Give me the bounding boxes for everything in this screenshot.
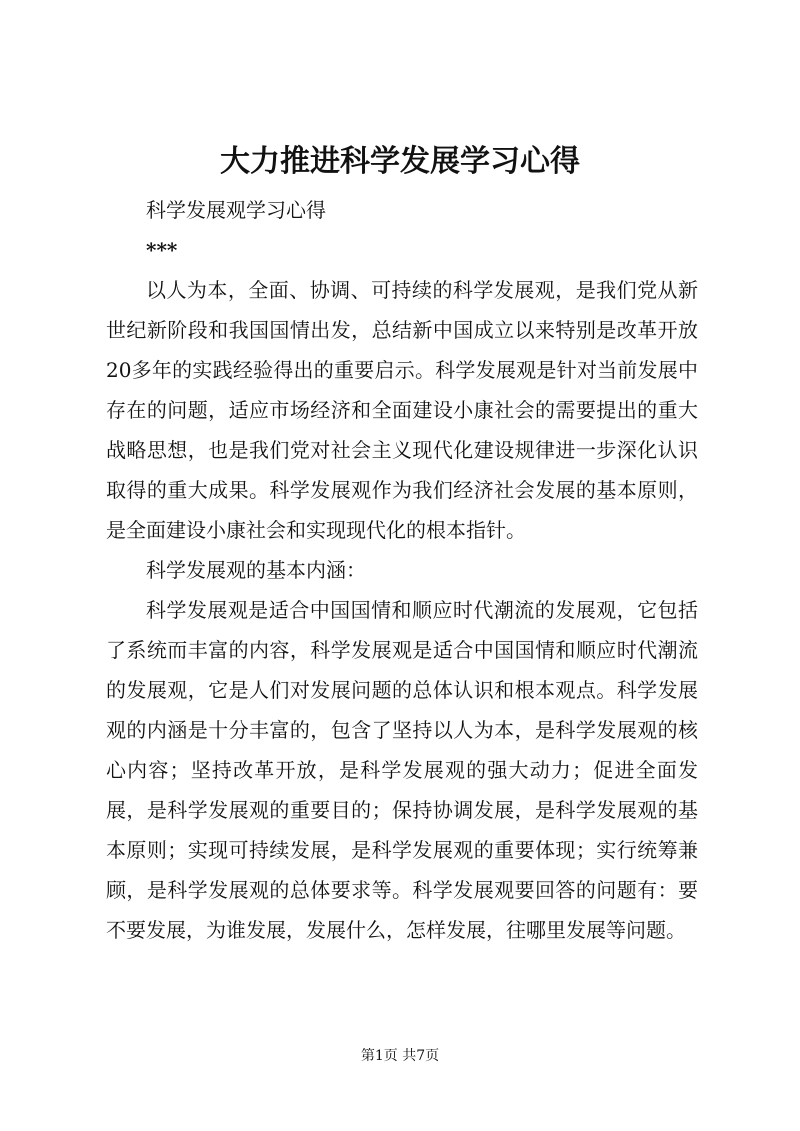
document-title: 大力推进科学发展学习心得 [220, 144, 580, 179]
subtitle: 科学发展观学习心得 [146, 198, 326, 222]
author-mark: *** [146, 238, 178, 262]
page-footer: 第1页 共7页 [360, 1048, 440, 1064]
document-body [106, 190, 698, 950]
paragraph-connotation: 科学发展观是适合中国国情和顺应时代潮流的发展观，它包括了系统而丰富的内容，科学发展观是适合中国国情和顺应时代潮流的发展观，它是人们对发展问题的总体认识和根本观点。科学发展观的内涵是十分丰富的，包含了坚持以人为本，是科学发展观的核心内容；坚持改革开放，是科学发展观的强大动力；促进全面发展，是科学发展观的重要目的；保持协调发展，是科学发展观的基本原则；实现可持续发展，是科学发展观的重要体现；实行统筹兼顾，是科学发展观的总体要求等。科学发展观要回答的问题有：要不要发展，为谁发展，发展什么，怎样发展，往哪里发展等问题。 [106, 598, 698, 942]
paragraph-intro: 以人为本，全面、协调、可持续的科学发展观，是我们党从新世纪新阶段和我国国情出发，总结新中国成立以来特别是改革开放20多年的实践经验得出的重要启示。科学发展观是针对当前发展中存在的问题，适应市场经济和全面建设小康社会的需要提出的重大战略思想，也是我们党对社会主义现代化建设规律进一步深化认识取得的重大成果。科学发展观作为我们经济社会发展的基本原则，是全面建设小康社会和实现现代化的根本指针。 [106, 278, 698, 542]
section-heading-basic-connotation: 科学发展观的基本内涵： [146, 558, 366, 582]
